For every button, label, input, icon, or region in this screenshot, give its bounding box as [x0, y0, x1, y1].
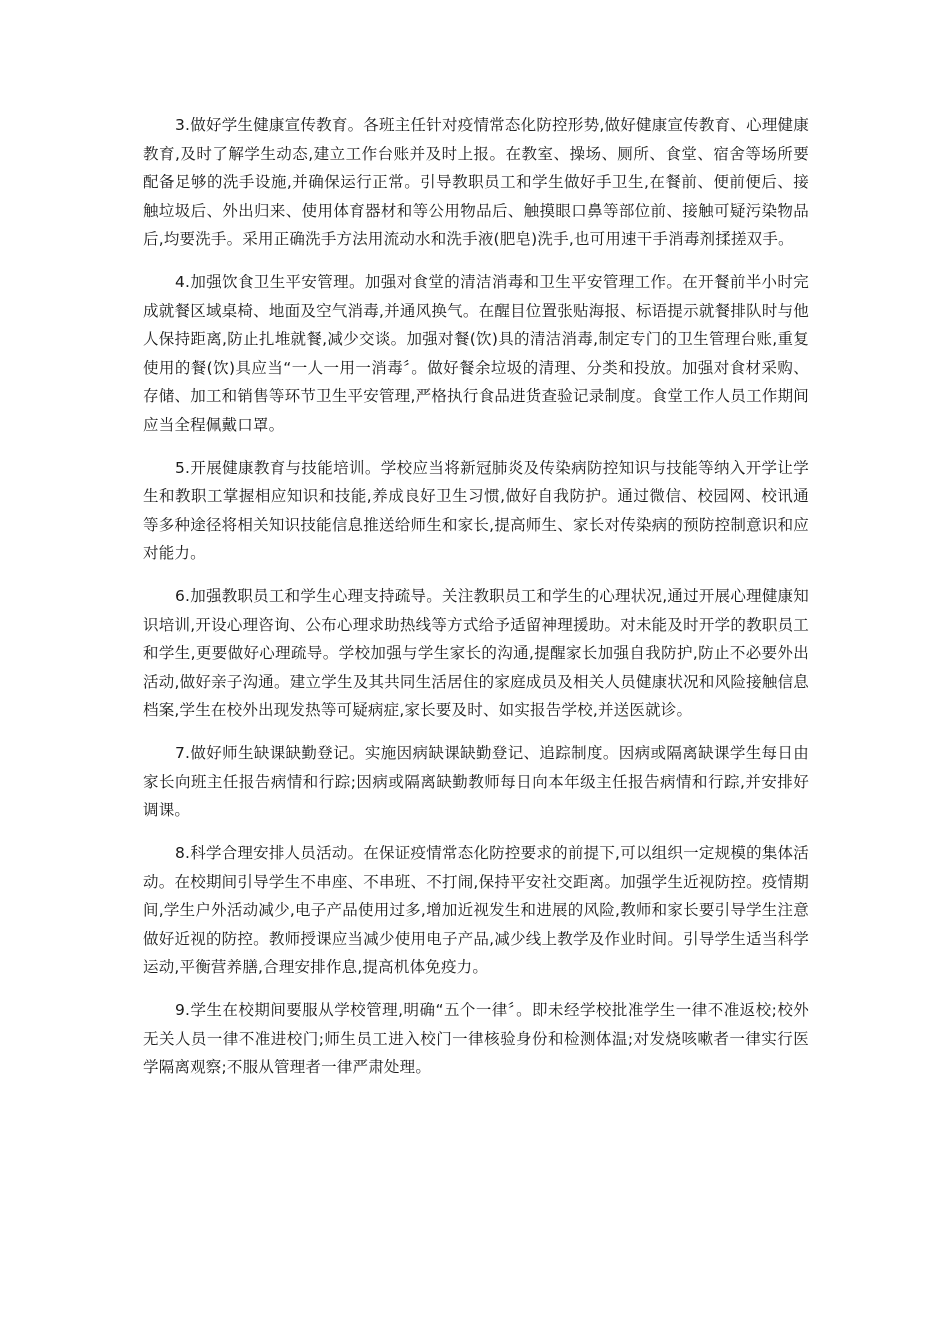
paragraph-9: 9.学生在校期间要服从学校管理,明确“五个一律〞。即未经学校批准学生一律不准返校;校外无关人员一律不准进校门;师生员工进入校门一律核验身份和检测体温;对发烧咳嗽者一律实行医学隔离观察;不服从管理者一律严肃处理。	[143, 1001, 809, 1076]
paragraph-6: 6.加强教职员工和学生心理支持疏导。关注教职员工和学生的心理状况,通过开展心理健康知识培训,开设心理咨询、公布心理求助热线等方式给予适留神理援助。对未能及时开学的教职员工和学生,更要做好心理疏导。学校加强与学生家长的沟通,提醒家长加强自我防护,防止不必要外出活动,做好亲子沟通。建立学生及其共同生活居住的家庭成员及相关人员健康状况和风险接触信息档案,学生在校外出现发热等可疑病症,家长要及时、如实报告学校,并送医就诊。	[143, 587, 809, 719]
paragraph-5: 5.开展健康教育与技能培训。学校应当将新冠肺炎及传染病防控知识与技能等纳入开学让学生和教职工掌握相应知识和技能,养成良好卫生习惯,做好自我防护。通过微信、校园网、校讯通等多种途径将相关知识技能信息推送给师生和家长,提高师生、家长对传染病的预防控制意识和应对能力。	[143, 458, 809, 562]
paragraph-8: 8.科学合理安排人员活动。在保证疫情常态化防控要求的前提下,可以组织一定规模的集体活动。在校期间引导学生不串座、不串班、不打闹,保持平安社交距离。加强学生近视防控。疫情期间,学生户外活动减少,电子产品使用过多,增加近视发生和进展的风险,教师和家长要引导学生注意做好近视的防控。教师授课应当减少使用电子产品,减少线上教学及作业时间。引导学生适当科学运动,平衡营养膳,合理安排作息,提高机体免疫力。	[143, 844, 809, 976]
paragraph-7: 7.做好师生缺课缺勤登记。实施因病缺课缺勤登记、追踪制度。因病或隔离缺课学生每日由家长向班主任报告病情和行踪;因病或隔离缺勤教师每日向本年级主任报告病情和行踪,并安排好调课。	[143, 744, 809, 819]
paragraph-3: 3.做好学生健康宣传教育。各班主任针对疫情常态化防控形势,做好健康宣传教育、心理健康教育,及时了解学生动态,建立工作台账并及时上报。在教室、操场、厕所、食堂、宿舍等场所要配备足够的洗手设施,并确保运行正常。引导教职员工和学生做好手卫生,在餐前、便前便后、接触垃圾后、外出归来、使用体育器材和等公用物品后、触摸眼口鼻等部位前、接触可疑污染物品后,均要洗手。采用正确洗手方法用流动水和洗手液(肥皂)洗手,也可用速干手消毒剂揉搓双手。	[143, 116, 809, 248]
paragraph-4: 4.加强饮食卫生平安管理。加强对食堂的清洁消毒和卫生平安管理工作。在开餐前半小时完成就餐区域桌椅、地面及空气消毒,并通风换气。在醒目位置张贴海报、标语提示就餐排队时与他人保持距离,防止扎堆就餐,减少交谈。加强对餐(饮)具的清洁消毒,制定专门的卫生管理台账,重复使用的餐(饮)具应当“一人一用一消毒〞。做好餐余垃圾的清理、分类和投放。加强对食材采购、存储、加工和销售等环节卫生平安管理,严格执行食品进货查验记录制度。食堂工作人员工作期间应当全程佩戴口罩。	[143, 273, 809, 434]
document-body	[143, 111, 809, 1096]
